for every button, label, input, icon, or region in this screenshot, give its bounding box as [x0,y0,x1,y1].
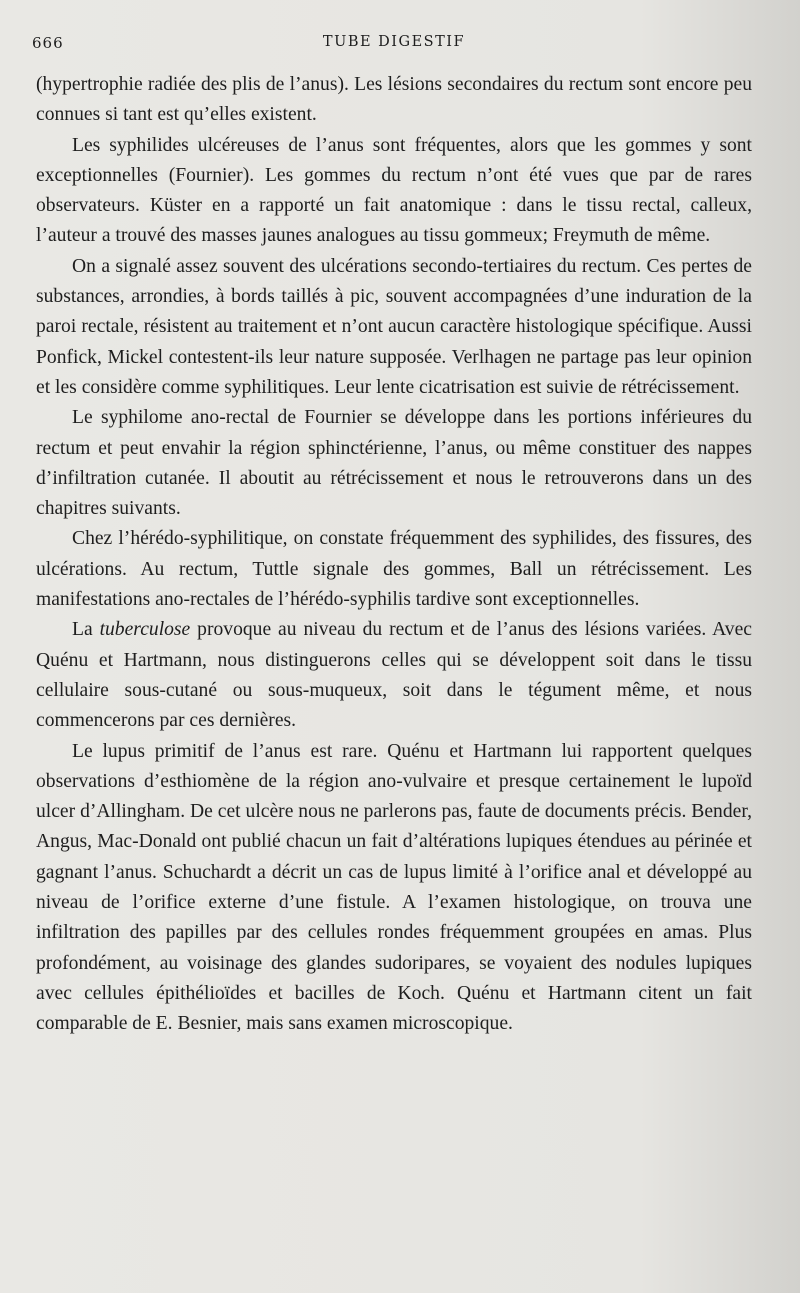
paragraph-lead: La [72,619,100,641]
running-title: TUBE DIGESTIF [322,34,466,50]
running-head [32,34,752,56]
italic-term: tuberculose [99,619,191,641]
paragraph: Chez l’hérédo-syphilitique, on constate fréquemment des syphilides, des fissures, des ulcérations. Au rectum, Tuttle signale des gommes, Ball un rétrécissement. Les manifestations ano-rectales de l’hérédo-syphilis tardive sont exceptionnelles. [36,528,752,611]
body-text [36,70,752,1040]
paragraph: Le syphilome ano-rectal de Fournier se développe dans les portions inférieures du rectum et peut envahir la région sphinctérienne, l’anus, ou même constituer des nappes d’infiltration cutanée. Il aboutit au rétrécissement et nous le retrouverons dans un des chapitres suivants. [36,407,752,520]
paragraph: Le lupus primitif de l’anus est rare. Quénu et Hartmann lui rapportent quelques observations d’esthiomène de la région ano-vulvaire et presque certainement le lupoïd ulcer d’Allingham. De cet ulcère nous ne parlerons pas, faute de documents précis. Bender, Angus, Mac-Donald ont publié chacun un fait d’altérations lupiques étendues au périnée et gagnant l’anus. Schuchardt a décrit un cas de lupus limité à l’orifice anal et développé au niveau de l’orifice externe d’une fistule. A l’examen histologique, on trouva une infiltration des papilles par des cellules rondes fréquemment groupées en amas. Plus profondément, au voisinage des glandes sudoripares, se voyaient des nodules lupiques avec cellules épithélioïdes et bacilles de Koch. Quénu et Hartmann citent un fait comparable de E. Besnier, mais sans examen microscopique. [36,740,752,1035]
paragraph: On a signalé assez souvent des ulcérations secondo-tertiaires du rectum. Ces pertes de substances, arrondies, à bords taillés à pic, souvent accompagnées d’une induration de la paroi rectale, résistent au traitement et n’ont aucun caractère histologique spécifique. Aussi Ponfick, Mickel contestent-ils leur nature supposée. Verlhagen ne partage pas leur opinion et les considère comme syphilitiques. Leur lente cicatrisation est suivie de rétrécissement. [36,255,752,398]
paragraph: (hypertrophie radiée des plis de l’anus). Les lésions secondaires du rectum sont encore peu connues si tant est qu’elles existent. [36,74,752,126]
paragraph: Les syphilides ulcéreuses de l’anus sont fréquentes, alors que les gommes y sont exceptionnelles (Fournier). Les gommes du rectum n’ont été vues que par de rares observateurs. Küster en a rapporté un fait anatomique : dans le tissu rectal, calleux, l’auteur a trouvé des masses jaunes analogues au tissu gommeux; Freymuth de même. [36,134,752,247]
paragraph [36,615,752,736]
paragraph-rest: provoque au niveau du rectum et de l’anus des lésions variées. Avec Quénu et Hartmann, nous distinguerons celles qui se développent soit dans le tissu cellulaire sous-cutané ou sous-muqueux, soit dans le tégument même, et nous commencerons par ces dernières. [36,619,752,732]
page-number: 666 [32,34,64,52]
